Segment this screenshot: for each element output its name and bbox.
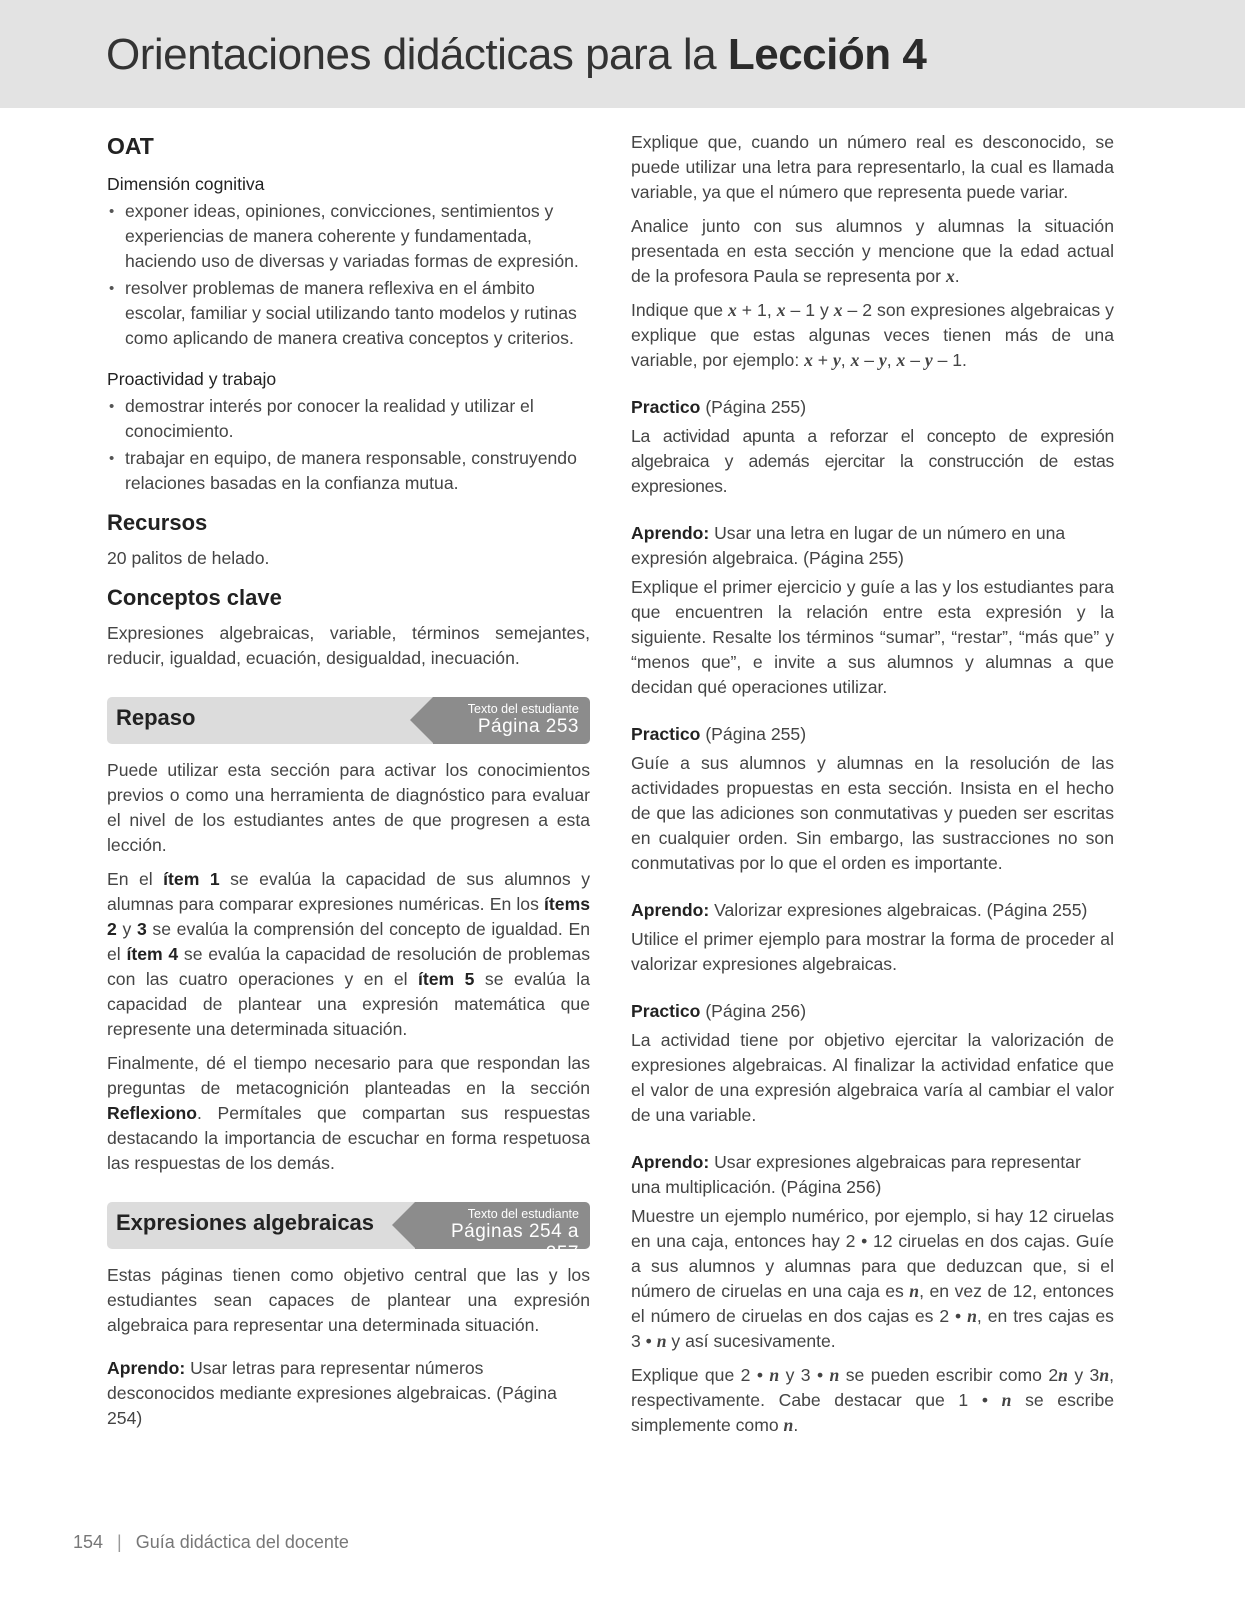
list-item: • resolver problemas de manera reflexiva en el ámbito escolar, familiar y social utilizando tanto modelos y rutinas como aplicando de manera creativa conceptos y criterios. [107, 276, 590, 351]
recursos-text: 20 palitos de helado. [107, 548, 270, 568]
cognitiva-list [107, 199, 590, 351]
repaso-title: Repaso [116, 705, 196, 730]
cognitiva-heading: Dimensión cognitiva [107, 174, 265, 194]
recursos-heading: Recursos [107, 510, 208, 535]
page-number: 154 [73, 1532, 104, 1552]
tag-pages: Página 253 [477, 716, 579, 737]
expresiones-section-bar [107, 1202, 590, 1264]
aprendo-3-heading: Aprendo: Valorizar expresiones algebraicas. (Página 255) [631, 900, 1088, 920]
page-header [0, 0, 1245, 108]
right-column [631, 130, 1114, 1447]
page-footer [73, 1532, 349, 1553]
title-prefix: Orientaciones didácticas para la [106, 30, 728, 79]
conceptos-heading: Conceptos clave [107, 585, 282, 610]
repaso-paragraph-2: En el ítem 1 se evalúa la capacidad de sus alumnos y alumnas para comparar expresiones numéricas. En los ítems 2 y 3 se evalúa la comprensión del concepto de igualdad. En el ítem 4 se evalúa la capacidad de resolución de problemas con las cuatro operaciones y en el ítem 5 se evalúa la capacidad de plantear una expresión matemática que represente una determinada situación. [107, 869, 590, 1039]
repaso-paragraph-3: Finalmente, dé el tiempo necesario para que respondan las preguntas de metacognición planteadas en la sección Reflexiono. Permítales que compartan sus respuestas destacando la importancia de escuchar en forma respetuosa las respuestas de los demás. [107, 1053, 590, 1173]
aprendo-1: Aprendo: Usar letras para representar números desconocidos mediante expresiones algebraicas. (Página 254) [107, 1358, 557, 1428]
aprendo-4-heading: Aprendo: Usar expresiones algebraicas para representar una multiplicación. (Página 256) [631, 1152, 1081, 1197]
list-item: • exponer ideas, opiniones, convicciones, sentimientos y experiencias de manera coherente y fundamentada, haciendo uso de diversas y variadas formas de expresión. [107, 199, 590, 274]
repaso-page-tag [433, 697, 590, 744]
practico-3-text: La actividad tiene por objetivo ejercitar la valorización de expresiones algebraicas. Al finalizar la actividad enfatice que el valor de una expresión algebraica varía al cambiar el valor de una variable. [631, 1030, 1114, 1125]
expressions-paragraph: Indique que x + 1, x – 1 y x – 2 son expresiones algebraicas y explique que estas algunas veces tienen más de una variable, por ejemplo: x + y, x – y, x – y – 1. [631, 300, 1114, 370]
list-item: • trabajar en equipo, de manera responsable, construyendo relaciones basadas en la confianza mutua. [107, 446, 590, 496]
proactividad-heading: Proactividad y trabajo [107, 369, 277, 389]
notation-paragraph: Explique que 2 • n y 3 • n se pueden escribir como 2n y 3n, respectivamente. Cabe destacar que 1 • n se escribe simplemente como n. [631, 1365, 1115, 1435]
proactividad-list [107, 394, 590, 496]
aprendo-3-body: Utilice el primer ejemplo para mostrar la forma de proceder al valorizar expresiones algebraicas. [631, 929, 1114, 974]
page-title [106, 30, 926, 80]
practico-2-text: Guíe a sus alumnos y alumnas en la resolución de las actividades propuestas en esta sección. Insista en el hecho de que las adiciones son conmutativas y pueden ser escritas en cualquier orden. Sin embargo, las sustracciones no son conmutativas por lo que el orden es importante. [631, 753, 1114, 873]
oat-heading: OAT [107, 133, 154, 159]
repaso-section-bar [107, 697, 590, 744]
tag-label: Texto del estudiante [467, 1207, 579, 1221]
footer-separator: | [117, 1532, 122, 1552]
repaso-paragraph-1: Puede utilizar esta sección para activar los conocimientos previos o como una herramienta de diagnóstico para evaluar el nivel de los estudiantes antes de que progresen a esta lección. [107, 760, 590, 855]
aprendo-4-body: Muestre un ejemplo numérico, por ejemplo, si hay 12 ciruelas en una caja, entonces hay 2 • 12 ciruelas en dos cajas. Guíe a sus alumnos y alumnas para que deduzcan que, si el número de ciruelas en una caja es n, en vez de 12, entonces el número de ciruelas en dos cajas es 2 • n, en tres cajas es 3 • n y así sucesivamente. [631, 1206, 1114, 1351]
conceptos-text: Expresiones algebraicas, variable, términos semejantes, reducir, igualdad, ecuación, desigualdad, inecuación. [107, 623, 590, 668]
expresiones-page-tag [415, 1202, 590, 1264]
tag-pages: Páginas 254 a 257 [451, 1221, 579, 1264]
practico-3-heading: Practico (Página 256) [631, 1001, 807, 1021]
practico-2-heading: Practico (Página 255) [631, 724, 807, 744]
left-column [107, 130, 590, 1440]
practico-1-text: La actividad apunta a reforzar el concepto de expresión algebraica y además ejercitar la construcción de estas expresiones. [631, 426, 1114, 496]
expresiones-paragraph-1: Estas páginas tienen como objetivo central que las y los estudiantes sean capaces de plantear una expresión algebraica para representar una determinada situación. [107, 1265, 590, 1335]
title-lesson: Lección 4 [727, 30, 927, 79]
list-item: • demostrar interés por conocer la realidad y utilizar el conocimiento. [107, 394, 590, 444]
variable-paragraph: Explique que, cuando un número real es desconocido, se puede utilizar una letra para representarlo, la cual es llamada variable, ya que el número que representa puede variar. [631, 132, 1114, 202]
practico-1-heading: Practico (Página 255) [631, 397, 807, 417]
expresiones-title: Expresiones algebraicas [116, 1210, 375, 1235]
aprendo-2-heading: Aprendo: Usar una letra en lugar de un número en una expresión algebraica. (Página 255) [631, 523, 1066, 568]
situation-paragraph: Analice junto con sus alumnos y alumnas la situación presentada en esta sección y mencione que la edad actual de la profesora Paula se representa por x. [631, 216, 1114, 286]
aprendo-2-body: Explique el primer ejercicio y guíe a las y los estudiantes para que encuentren la relación entre esta expresión y la siguiente. Resalte los términos “sumar”, “restar”, “más que” y “menos que”, e invite a sus alumnos y alumnas a que decidan qué operaciones utilizar. [631, 577, 1114, 697]
footer-text: Guía didáctica del docente [135, 1532, 349, 1552]
tag-label: Texto del estudiante [467, 702, 579, 716]
